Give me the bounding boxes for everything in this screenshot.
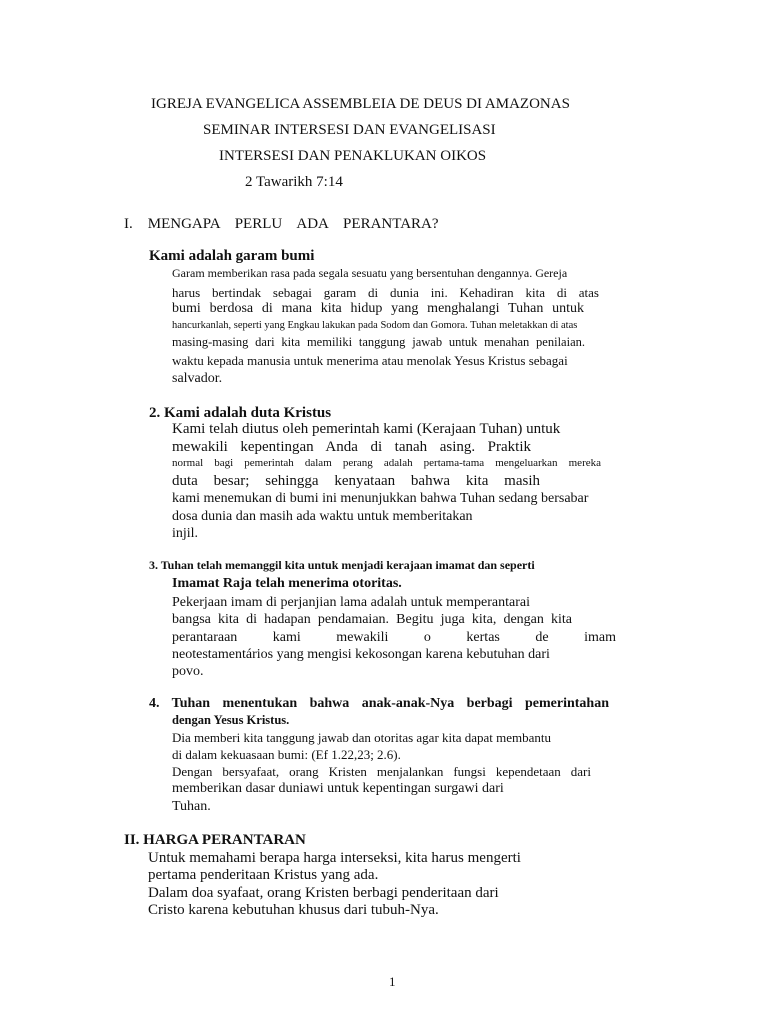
header-subtitle: INTERSESI DAN PENAKLUKAN OIKOS [219, 148, 487, 164]
p2-line: normal bagi pemerintah dalam perang adalah pertama-tama mengeluarkan mereka [172, 457, 601, 469]
p2-line: dosa dunia dan masih ada waktu untuk memberitakan [172, 509, 473, 524]
p3-line: bangsa kita di hadapan pendamaian. Begitu juga kita, dengan kita [172, 612, 572, 627]
p4-line: di dalam kekuasaan bumi: (Ef 1.22,23; 2.6). [172, 747, 401, 762]
p1-line: masing-masing dari kita memiliki tanggung jawab untuk menahan penilaian. [172, 335, 585, 349]
p2-line: injil. [172, 526, 199, 541]
p4-title: 4. Tuhan menentukan bahwa anak-anak-Nya berbagi pemerintahan [149, 696, 609, 711]
p1-title: Kami adalah garam bumi [149, 248, 315, 264]
section-2-line: pertama penderitaan Kristus yang ada. [148, 867, 379, 883]
section-1-heading: I. MENGAPA PERLU ADA PERANTARA? [124, 216, 439, 232]
p3-line: perantaraan kami mewakili o kertas de imam [172, 630, 616, 645]
section-2-line: Dalam doa syafaat, orang Kristen berbagi penderitaan dari [148, 885, 499, 901]
p4-line: Dia memberi kita tanggung jawab dan otoritas agar kita dapat membantu [172, 730, 552, 745]
p2-line: duta besar; sehingga kenyataan bahwa kita masih [172, 473, 540, 489]
p4-subtitle: dengan Yesus Kristus. [172, 713, 290, 727]
p4-line: memberikan dasar duniawi untuk kepentingan surgawi dari [172, 781, 504, 796]
p3-title: 3. Tuhan telah memanggil kita untuk menjadi kerajaan imamat dan seperti [149, 558, 535, 572]
p2-line: kami menemukan di bumi ini menunjukkan bahwa Tuhan sedang bersabar [172, 491, 589, 506]
p3-subtitle: Imamat Raja telah menerima otoritas. [172, 576, 402, 591]
p2-title: 2. Kami adalah duta Kristus [149, 405, 332, 421]
p2-line: Kami telah diutus oleh pemerintah kami (Kerajaan Tuhan) untuk [172, 421, 561, 437]
page-number: 1 [389, 974, 396, 989]
header-seminar-title: SEMINAR INTERSESI DAN EVANGELISASI [203, 122, 496, 138]
header-church-name: IGREJA EVANGELICA ASSEMBLEIA DE DEUS DI AMAZONAS [151, 96, 570, 112]
p1-line: waktu kepada manusia untuk menerima atau menolak Yesus Kristus sebagai [172, 353, 568, 368]
p1-line: hancurkanlah, seperti yang Engkau lakukan pada Sodom dan Gomora. Tuhan meletakkan di atas [172, 320, 578, 331]
p1-line: Garam memberikan rasa pada segala sesuatu yang bersentuhan dengannya. Gereja [172, 266, 568, 280]
p3-line: Pekerjaan imam di perjanjian lama adalah untuk memperantarai [172, 595, 531, 610]
p1-line: bumi berdosa di mana kita hidup yang menghalangi Tuhan untuk [172, 301, 584, 316]
section-2-heading: II. HARGA PERANTARAN [124, 832, 306, 848]
header-verse: 2 Tawarikh 7:14 [245, 174, 343, 190]
p3-line: povo. [172, 664, 204, 679]
p1-line: harus bertindak sebagai garam di dunia ini. Kehadiran kita di atas [172, 285, 599, 300]
p4-line: Tuhan. [172, 799, 211, 814]
section-2-line: Untuk memahami berapa harga interseksi, kita harus mengerti [148, 850, 521, 866]
p2-line: mewakili kepentingan Anda di tanah asing. Praktik [172, 439, 531, 455]
p4-line: Dengan bersyafaat, orang Kristen menjalankan fungsi kependetaan dari [172, 764, 591, 779]
p3-line: neotestamentários yang mengisi kekosongan karena kebutuhan dari [172, 647, 550, 662]
p1-line: salvador. [172, 371, 223, 386]
section-2-line: Cristo karena kebutuhan khusus dari tubuh-Nya. [148, 902, 439, 918]
